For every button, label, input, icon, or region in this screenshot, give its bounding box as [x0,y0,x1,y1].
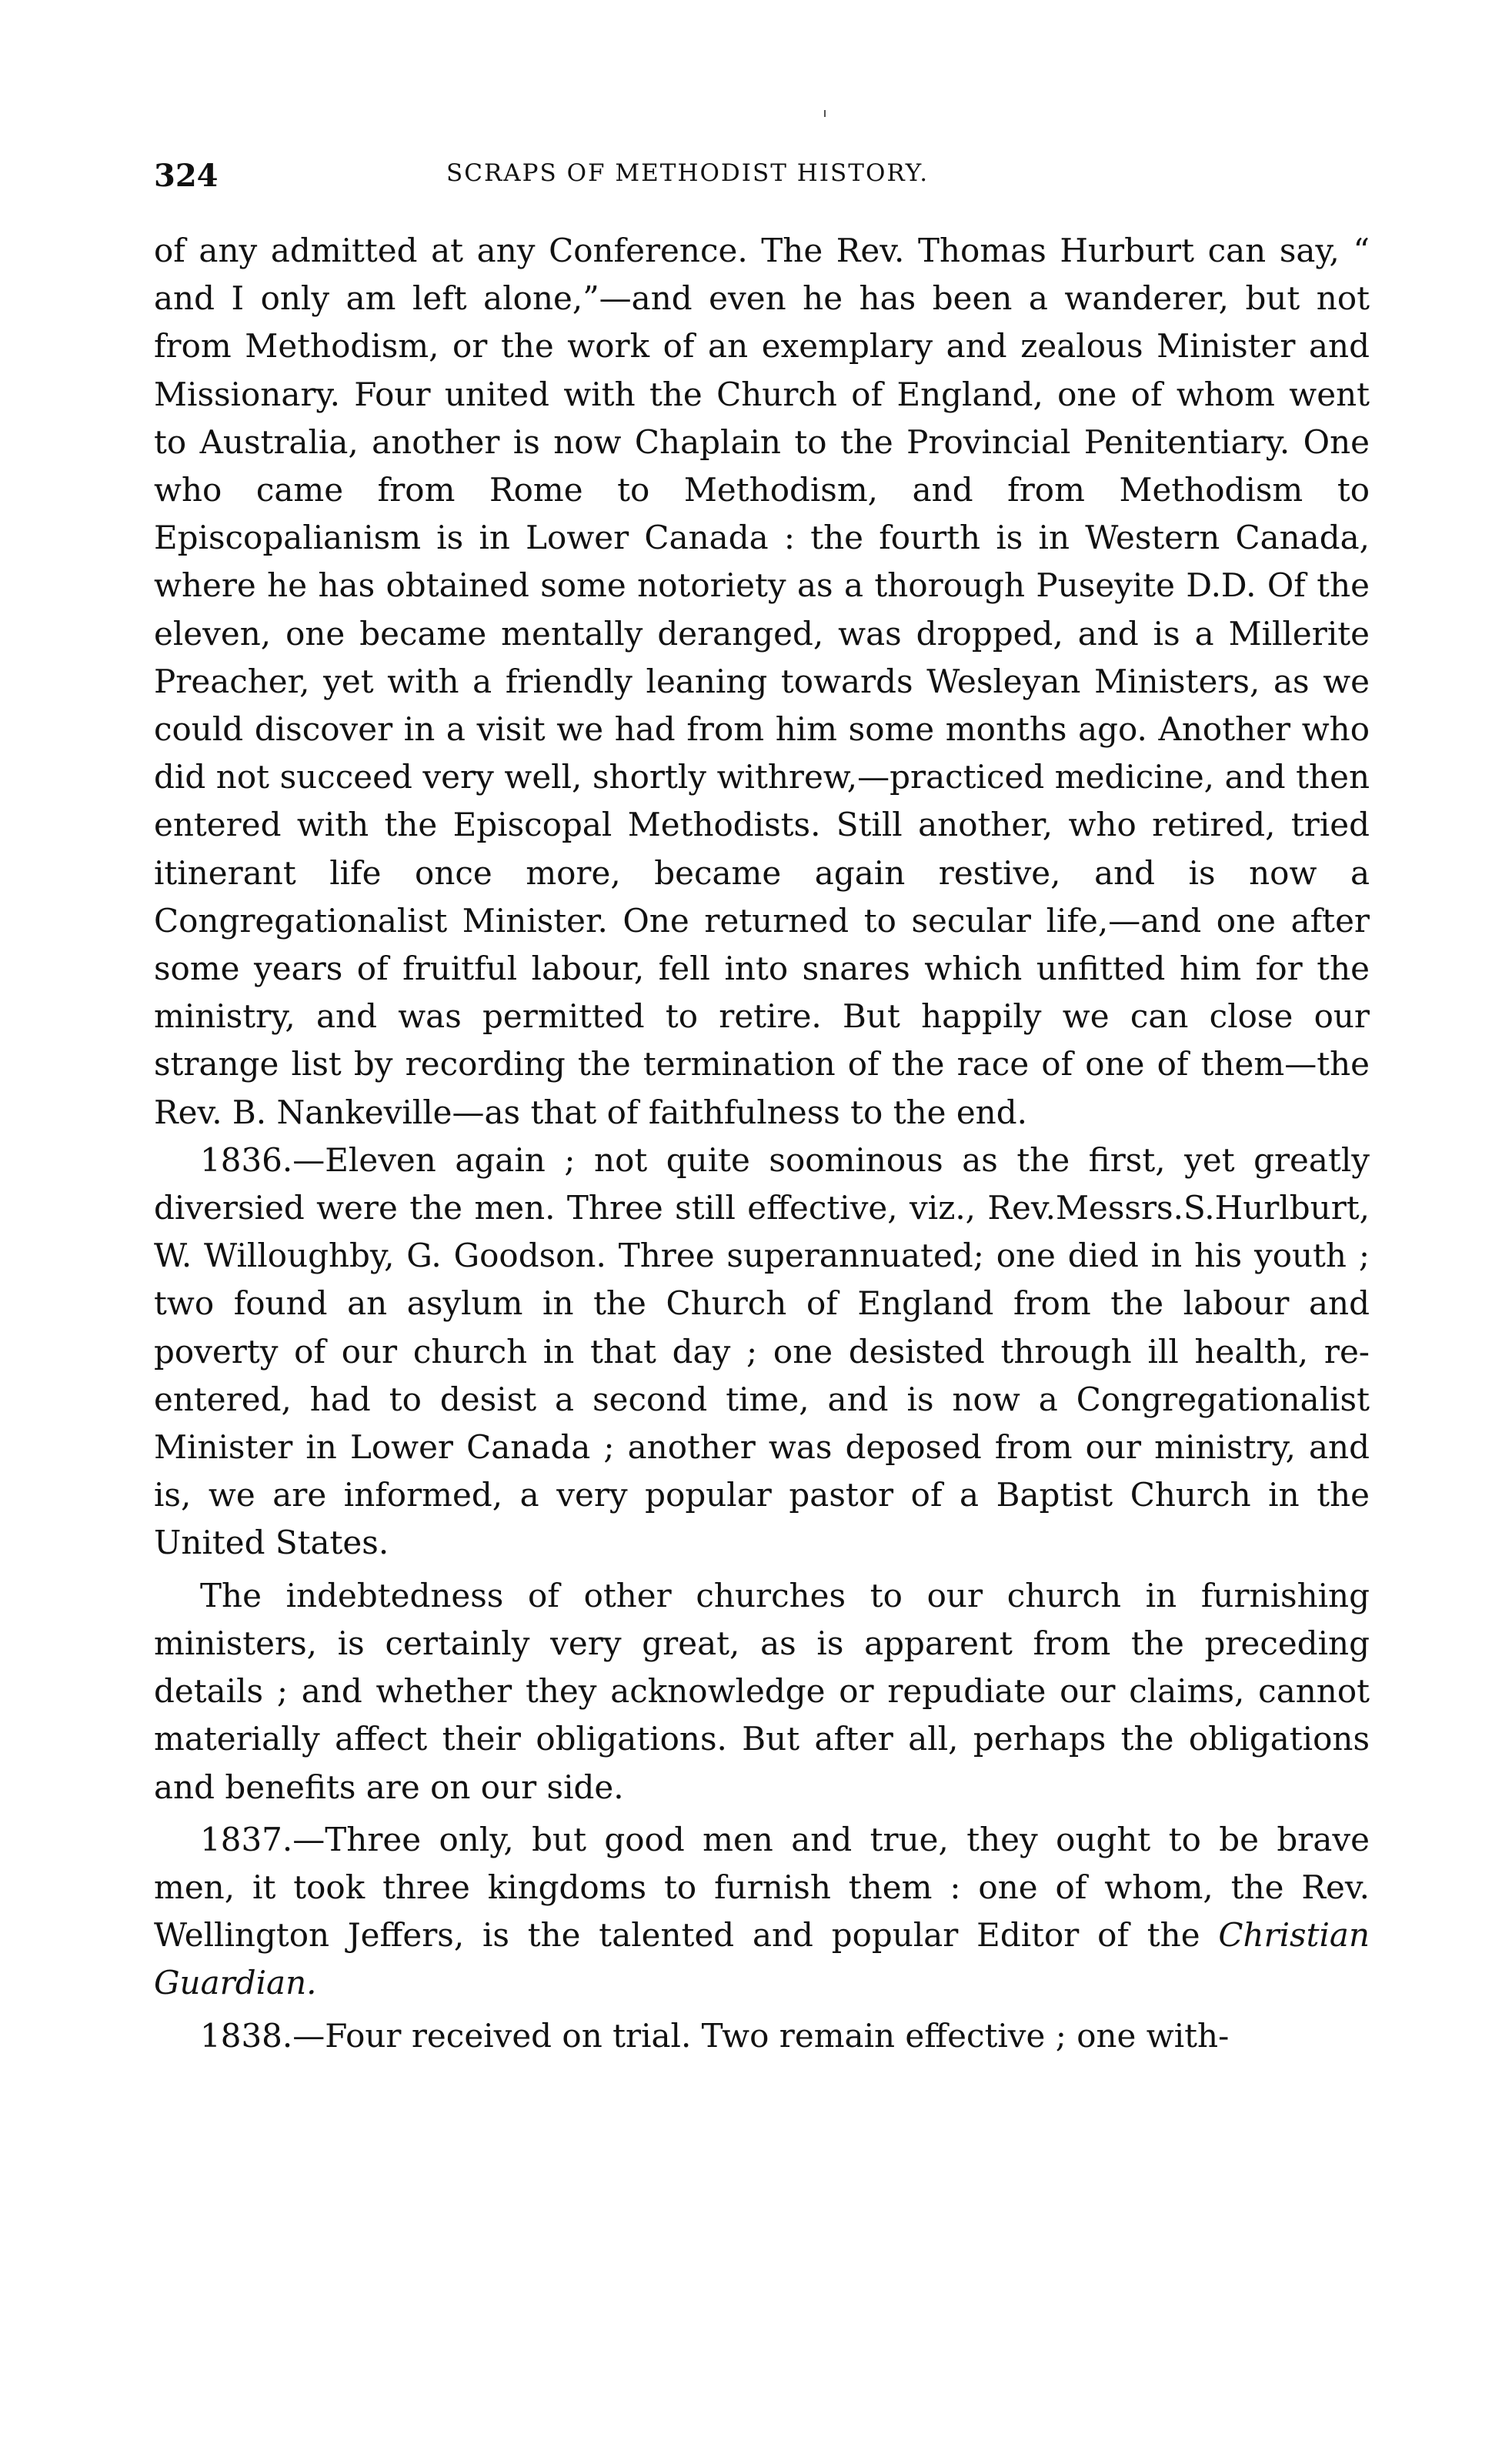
year-1837: 1837. [200,1820,293,1858]
book-page [154,158,1370,2060]
page-number: 324 [154,158,219,194]
periodical-title: Christian Guardian. [154,1916,1370,2002]
paragraph-1837-text: —Three only, but good men and true, they ought to be brave men, it took three kingdoms to furnish them : one of whom, the Rev. Wellington Jeffers, is the talented and popular Editor of the [154,1820,1370,1955]
paragraph-continued: of any admitted at any Conference. The Rev. Thomas Hurburt can say, “ and I only am left alone,”—and even he has been a wanderer, but not from Methodism, or the work of an exemplary and zealous Minister and Missionary. Four united with the Church of England, one of whom went to Australia, another is now Chaplain to the Provincial Penitentiary. One who came from Rome to Methodism, and from Methodism to Episcopalianism is in Lower Canada : the fourth is in Western Canada, where he has obtained some notoriety as a thorough Puseyite D.D. Of the eleven, one became mentally deranged, was dropped, and is a Millerite Preacher, yet with a friendly leaning towards Wesleyan Ministers, as we could discover in a visit we had from him some months ago. Another who did not succeed very well, shortly withrew,—practiced medicine, and then entered with the Episcopal Methodists. Still another, who retired, tried itinerant life once more, became again restive, and is now a Congregationalist Minister. One returned to secular life,—and one after some years of fruitful labour, fell into snares which unfitted him for the ministry, and was permitted to retire. But happily we can close our strange list by recording the termination of the race of one of them—the Rev. B. Nankeville—as that of faithfulness to the end. [154,232,1370,1131]
year-1838: 1838. [200,2016,293,2055]
year-1836: 1836. [200,1140,293,1179]
page-header [154,158,1370,204]
paragraph-1838-text: —Four received on trial. Two remain effective ; one with- [292,2016,1230,2055]
paragraph-1836 [154,1137,1370,1568]
paragraph-1838 [154,2012,1370,2060]
paragraph-1836-text: —Eleven again ; not quite soominous as the first, yet greatly diversied were the men. Three still effective, viz., Rev.Messrs.S.Hurlburt, W. Willoughby, G. Goodson. Three superannuated; one died in his youth ; two found an asylum in the Church of England from the labour and poverty of our church in that day ; one desisted through ill health, re-entered, had to desist a second time, and is now a Congregationalist Minister in Lower Canada ; another was deposed from our ministry, and is, we are informed, a very popular pastor of a Baptist Church in the United States. [154,1140,1370,1562]
paragraph-1837 [154,1816,1370,2008]
print-mark [824,110,826,117]
running-title: SCRAPS OF METHODIST HISTORY. [446,159,930,187]
paragraph-indebtedness: The indebtedness of other churches to our church in furnishing ministers, is certainly very great, as is apparent from the preceding details ; and whether they acknowledge or repudiate our claims, cannot materially affect their obligations. But after all, perhaps the obligations and benefits are on our side. [154,1576,1370,1806]
